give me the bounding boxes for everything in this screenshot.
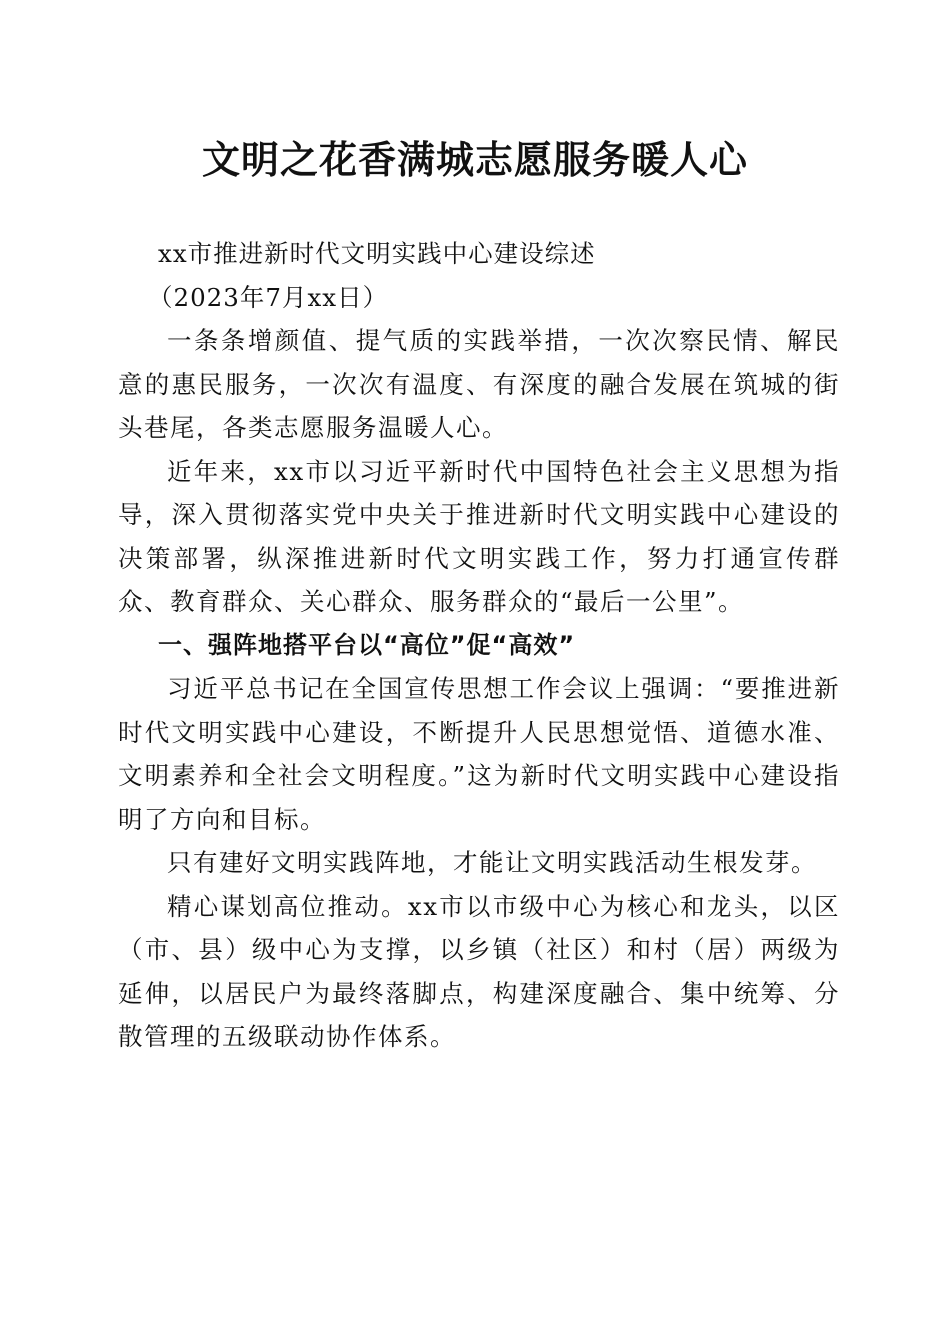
section-heading: 一、强阵地搭平台以“高位”促“高效” — [158, 630, 576, 659]
document-date: （2023年7月xx日） — [148, 282, 389, 312]
document-subtitle: xx市推进新时代文明实践中心建设综述 — [158, 239, 596, 268]
document-title: 文明之花香满城志愿服务暖人心 — [201, 137, 748, 182]
document-body — [118, 232, 840, 1059]
section-paragraph: 精心谋划高位推动。xx市以市级中心为核心和龙头，以区（市、县）级中心为支撑，以乡镇（社区）和村（居）两级为延伸，以居民户为最终落脚点，构建深度融合、集中统筹、分散管理的五级联动协作体系。 — [118, 891, 840, 1051]
intro-paragraph: 近年来，xx市以习近平新时代中国特色社会主义思想为指导，深入贯彻落实党中央关于推进新时代文明实践中心建设的决策部署，纵深推进新时代文明实践工作，努力打通宣传群众、教育群众、关心群众、服务群众的“最后一公里”。 — [118, 456, 840, 616]
section-paragraph: 习近平总书记在全国宣传思想工作会议上强调：“要推进新时代文明实践中心建设，不断提升人民思想觉悟、道德水准、文明素养和全社会文明程度。”这为新时代文明实践中心建设指明了方向和目标。 — [118, 674, 840, 834]
section-paragraph: 只有建好文明实践阵地，才能让文明实践活动生根发芽。 — [167, 848, 817, 877]
intro-paragraph: 一条条增颜值、提气质的实践举措，一次次察民情、解民意的惠民服务，一次次有温度、有深度的融合发展在筑城的街头巷尾，各类志愿服务温暖人心。 — [118, 326, 840, 442]
